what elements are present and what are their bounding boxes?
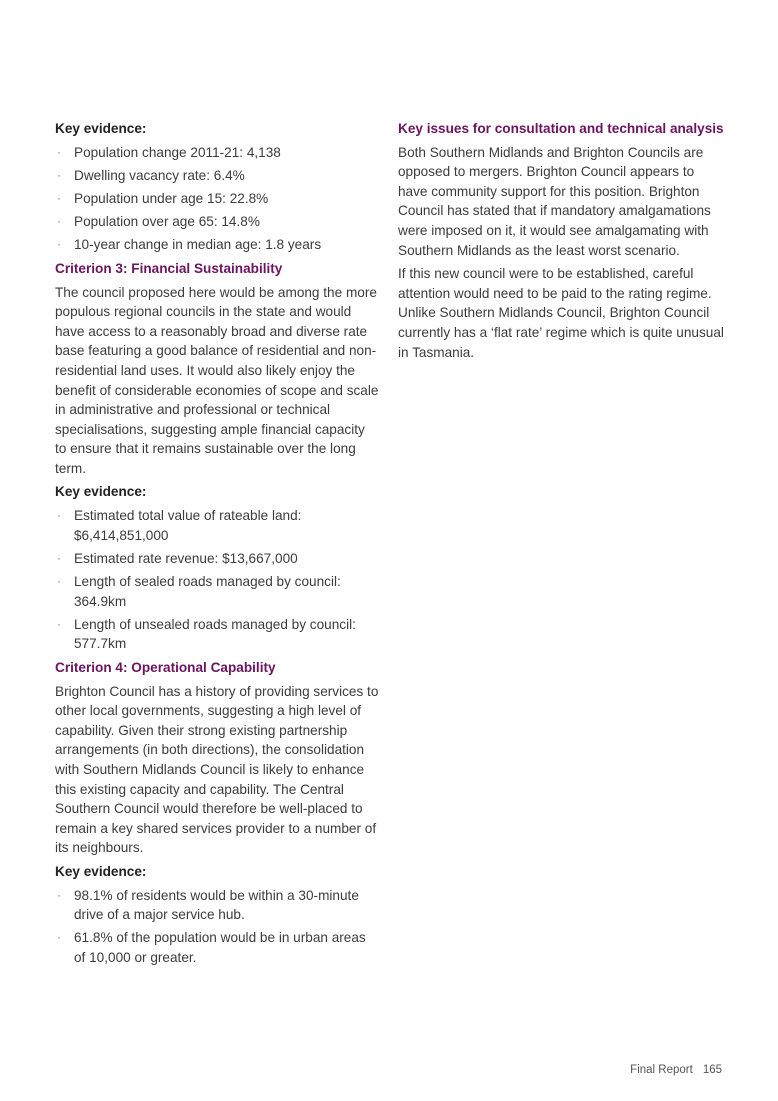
key-evidence-heading: Key evidence: xyxy=(55,121,147,136)
bullet-icon: · xyxy=(57,574,61,589)
bullet-icon: · xyxy=(57,508,61,523)
list-item: · Length of unsealed roads managed by council: 577.7km xyxy=(57,616,356,652)
page-number: 165 xyxy=(702,1064,722,1076)
key-issues-heading: Key issues for consultation and technical analysis xyxy=(398,121,724,136)
list-item: · Estimated rate revenue: $13,667,000 xyxy=(55,549,379,569)
bullet-icon: · xyxy=(57,190,61,205)
list-item: · Population change 2011-21: 4,138 xyxy=(55,143,379,163)
bullet-icon: · xyxy=(57,214,61,229)
key-evidence-list xyxy=(55,886,379,968)
list-item: · 98.1% of residents would be within a 30-minute drive of a major service hub. xyxy=(57,887,359,923)
bullet-icon: · xyxy=(57,616,61,631)
criterion-4-body: Brighton Council has a history of providing services to other local governments, suggesting a high level of capability. Given their strong existing partnership arrangements (in both directions), the consolidation with Southern Midlands Council is likely to enhance this existing capacity and capability. The Central Southern Council would therefore be well-placed to remain a key shared services provider to a number of its neighbours. xyxy=(55,683,379,856)
bullet-icon: · xyxy=(57,930,61,945)
list-item: · Population over age 65: 14.8% xyxy=(55,212,379,232)
bullet-icon: · xyxy=(57,550,61,565)
list-item: · Estimated total value of rateable land: $6,414,851,000 xyxy=(57,508,302,543)
key-evidence-heading: Key evidence: xyxy=(55,484,147,500)
criterion-4-heading: Criterion 4: Operational Capability xyxy=(55,660,276,675)
left-column xyxy=(55,119,379,972)
key-evidence-list xyxy=(55,143,379,255)
key-evidence-heading: Key evidence: xyxy=(55,863,147,879)
list-item: · Length of sealed roads managed by council: 364.9km xyxy=(57,574,341,609)
criterion-3-body: The council proposed here would be among the more populous regional councils in the state and would have access to a reasonably broad and diverse rate base featuring a good balance of residential and non-residential land uses. It would also likely enjoy the benefit of considerable economies of scope and scale in administrative and professional or technical specialisations, suggesting ample financial capacity to ensure that it remains sustainable over the long term. xyxy=(55,284,379,476)
bullet-icon: · xyxy=(57,167,61,182)
criterion-3-heading: Criterion 3: Financial Sustainability xyxy=(55,260,283,276)
key-issues-paragraph-2: If this new council were to be established, careful attention would need to be paid to the rating regime. Unlike Southern Midlands Council, Brighton Council currently has a ‘flat rate’ regime which is quite unusual in Tasmania. xyxy=(398,266,724,360)
bullet-icon: · xyxy=(57,237,61,252)
bullet-icon: · xyxy=(57,887,61,902)
page-footer xyxy=(620,1064,722,1076)
list-item: · 61.8% of the population would be in urban areas of 10,000 or greater. xyxy=(57,930,366,965)
key-evidence-list xyxy=(55,506,379,654)
list-item: · 10-year change in median age: 1.8 years xyxy=(55,235,379,255)
key-issues-paragraph-1: Both Southern Midlands and Brighton Councils are opposed to mergers. Brighton Council appears to have community support for this position. Brighton Council has stated that if mandatory amalgamations were imposed on it, it would see amalgamating with Southern Midlands as the least worst scenario. xyxy=(398,144,711,258)
list-item: · Population under age 15: 22.8% xyxy=(55,189,379,209)
bullet-icon: · xyxy=(57,144,61,159)
footer-label: Final Report xyxy=(630,1064,693,1076)
right-column xyxy=(398,119,724,366)
list-item: · Dwelling vacancy rate: 6.4% xyxy=(55,166,379,186)
